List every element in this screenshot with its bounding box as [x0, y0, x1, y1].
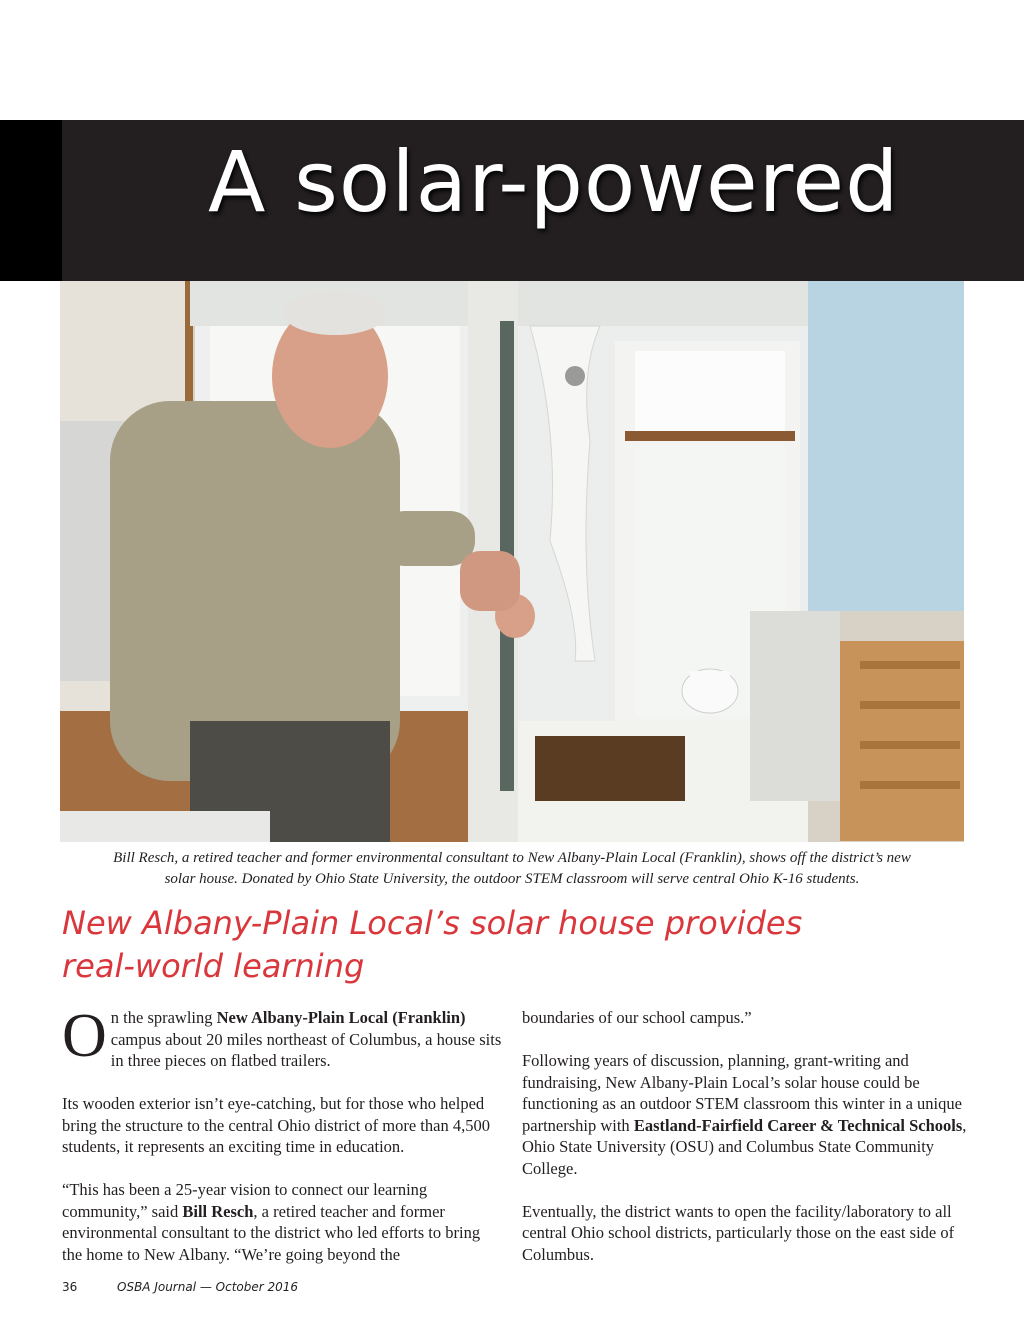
person-name: Bill Resch [182, 1201, 254, 1221]
page-footer [62, 1280, 299, 1294]
paragraph: Its wooden exterior isn’t eye-catching, but for those who helped bring the structure to the central Ohio district of more than 4,500 students, it represents an exciting time in education. [62, 1094, 490, 1156]
school-name: Eastland-Fairfield Career & Technical Schools [633, 1115, 963, 1135]
journal-name: OSBA Journal — October 2016 [117, 1280, 299, 1294]
banner-title: A solar-powered [208, 133, 900, 231]
article-column-right [522, 1007, 972, 1287]
paragraph: “This has been a 25-year vision to connect our learning community,” said Bill Resch, a retired teacher and former environmental consultant to the district who led efforts to bring the home to New Albany. “We’re going beyond the [62, 1180, 481, 1264]
photo-caption [60, 848, 964, 890]
headline-line: real-world learning [62, 947, 365, 985]
headline-line: New Albany-Plain Local’s solar house provides [62, 904, 803, 942]
article-photo [60, 281, 964, 842]
paragraph: On the sprawling New Albany-Plain Local (Franklin) campus about 20 miles northeast of Columbus, a house sits in three pieces on flatbed trailers. [62, 1002, 502, 1070]
title-banner [0, 120, 1024, 281]
paragraph: Eventually, the district wants to open the facility/laboratory to all central Ohio school districts, particularly those on the east side of Columbus. [522, 1201, 955, 1264]
drop-cap: O [62, 1002, 107, 1070]
banner-tab [0, 120, 62, 281]
article-column-left [62, 1002, 502, 1287]
caption-line: solar house. Donated by Ohio State University, the outdoor STEM classroom will serve central Ohio K-16 students. [164, 871, 860, 887]
caption-line: Bill Resch, a retired teacher and former environmental consultant to New Albany-Plain Local (Franklin), shows off the district’s new [113, 850, 911, 866]
article-headline [62, 902, 962, 988]
page-number: 36 [62, 1280, 78, 1294]
paragraph: Following years of discussion, planning, grant-writing and fundraising, New Albany-Plain Local’s solar house could be functioning as an outdoor STEM classroom this winter in a unique partnership with Eastland-Fairfield Career & Technical Schools, Ohio State University (OSU) and Columbus State Community College. [522, 1051, 967, 1178]
school-name: New Albany-Plain Local (Franklin) [216, 1008, 466, 1027]
paragraph: boundaries of our school campus.” [522, 1008, 752, 1027]
